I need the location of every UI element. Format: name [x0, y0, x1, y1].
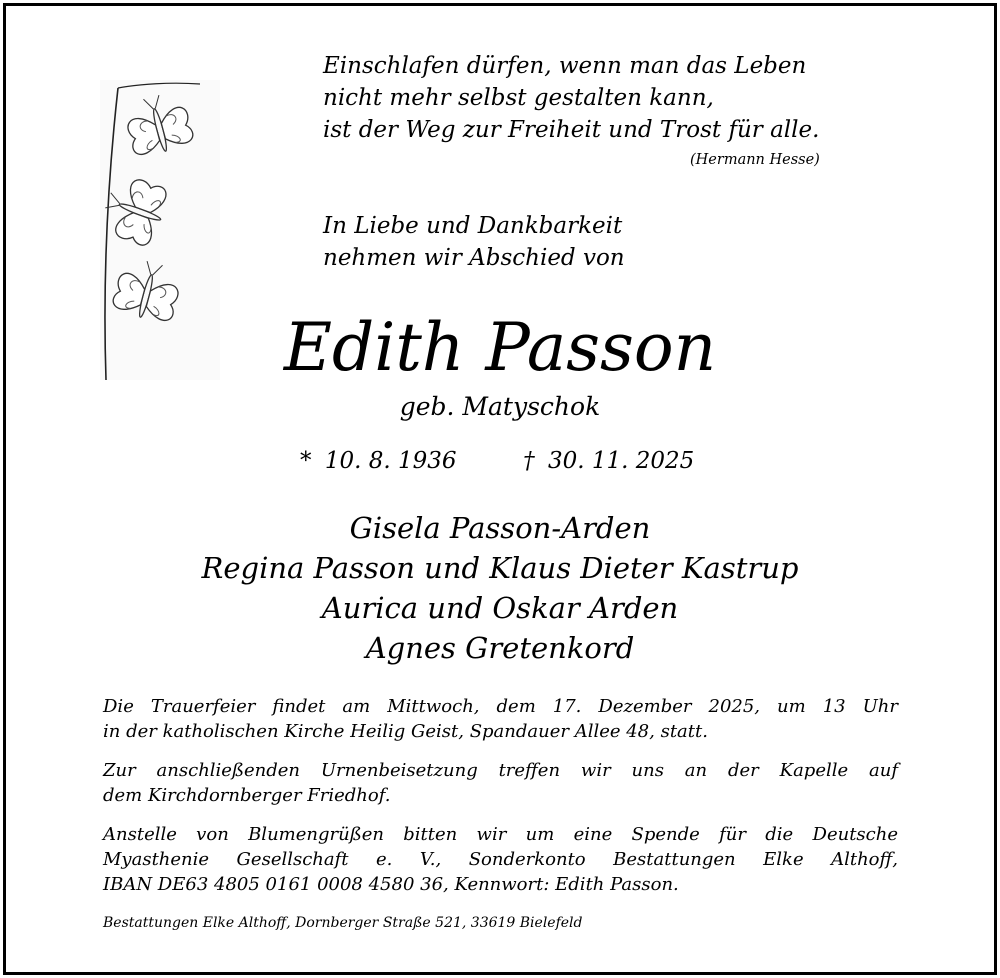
- quote-author: (Hermann Hesse): [690, 152, 820, 168]
- funeral-home-footer: Bestattungen Elke Althoff, Dornberger Straße 521, 33619 Bielefeld: [103, 915, 583, 931]
- birth-name: geb. Matyschok: [399, 392, 601, 421]
- quote-line: nicht mehr selbst gestalten kann,: [323, 85, 714, 111]
- intro-line: In Liebe und Dankbarkeit: [323, 213, 623, 239]
- burial-notice: [103, 758, 898, 808]
- quote-line: ist der Weg zur Freiheit und Trost für alle.: [323, 117, 820, 143]
- birth-star-icon: *: [300, 448, 312, 474]
- notice-line: Myasthenie Gesellschaft e. V., Sonderkonto Bestattungen Elke Althoff,: [103, 849, 898, 870]
- deceased-name: Edith Passon: [283, 309, 717, 386]
- notice-line: in der katholischen Kirche Heilig Geist, Spandauer Allee 48, statt.: [103, 721, 708, 742]
- butterfly-icon: [100, 171, 171, 248]
- butterfly-icon: [122, 89, 196, 159]
- death-date: 30. 11. 2025: [547, 448, 695, 474]
- hesse-quote: [323, 50, 819, 146]
- farewell-intro: [323, 210, 625, 274]
- mourner-name: Agnes Gretenkord: [365, 631, 635, 665]
- notice-line: Die Trauerfeier findet am Mittwoch, dem 17. Dezember 2025, um 13 Uhr: [103, 696, 898, 717]
- donation-notice: [103, 822, 898, 897]
- mourner-name: Regina Passon und Klaus Dieter Kastrup: [201, 551, 799, 585]
- intro-line: nehmen wir Abschied von: [323, 245, 625, 271]
- mourners-list: [0, 508, 1000, 668]
- notice-line: IBAN DE63 4805 0161 0008 4580 36, Kennwort: Edith Passon.: [103, 874, 679, 895]
- funeral-notice: [103, 694, 898, 744]
- birth-date: 10. 8. 1936: [324, 448, 457, 474]
- death-cross-icon: †: [523, 448, 535, 474]
- notice-line: Anstelle von Blumengrüßen bitten wir um eine Spende für die Deutsche: [103, 824, 898, 845]
- life-dates: [300, 448, 700, 474]
- quote-line: Einschlafen dürfen, wenn man das Leben: [323, 53, 807, 79]
- mourner-name: Gisela Passon-Arden: [349, 511, 651, 545]
- notice-line: Zur anschließenden Urnenbeisetzung treffen wir uns an der Kapelle auf: [103, 760, 898, 781]
- notice-line: dem Kirchdornberger Friedhof.: [103, 785, 391, 806]
- mourner-name: Aurica und Oskar Arden: [321, 591, 679, 625]
